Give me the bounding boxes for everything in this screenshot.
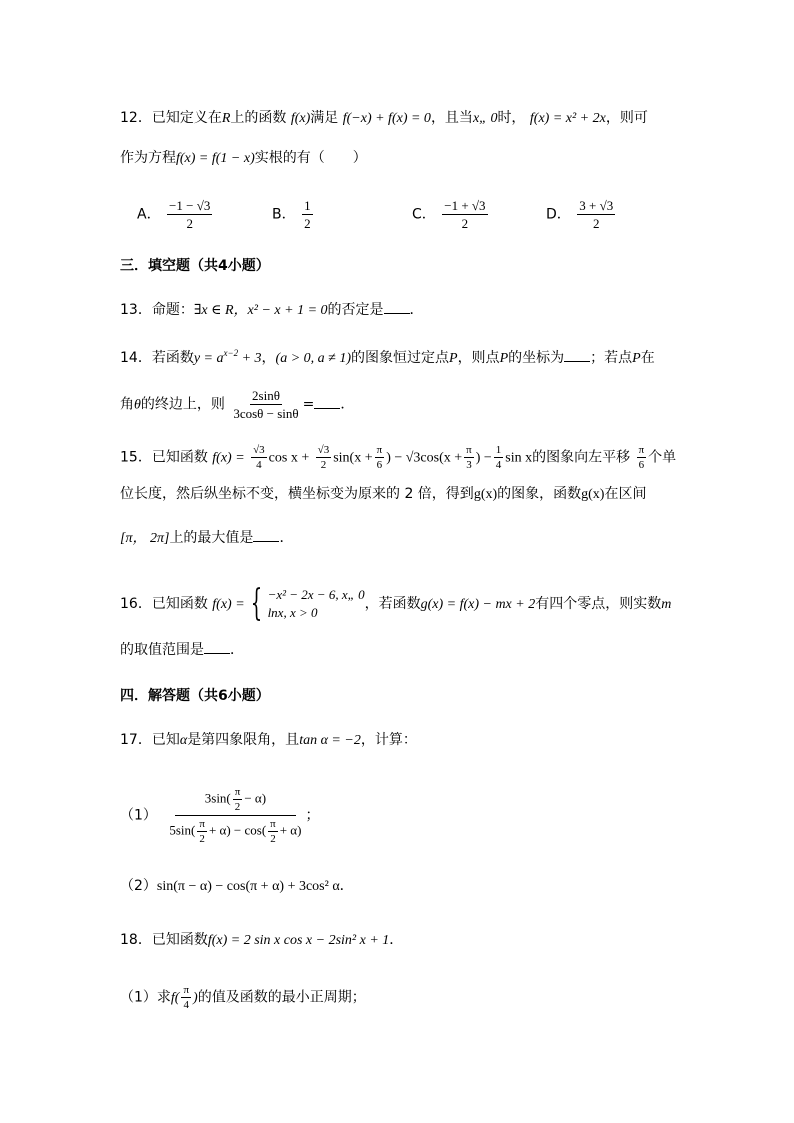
q17-part2: （2）sin(π − α) − cos(π + α) + 3cos² α． bbox=[120, 878, 354, 894]
q12-line1: 12．已知定义在R上的函数 f(x)满足 f(−x) + f(x) = 0，且当x„ 0时， f(x) = x² + 2x，则可 bbox=[120, 110, 648, 126]
q17-part1: （1） 3sin( $\frac{\pi}{2}$ − α) 5sin( $\frac{\pi}{2}$ + α) − cos( $\frac{\pi}{2}$ + α) ； bbox=[120, 786, 320, 845]
section-heading-solve: 四．解答题（共6小题） bbox=[120, 688, 270, 704]
q17: 17．已知α是第四象限角，且tan α = −2，计算： bbox=[120, 732, 417, 748]
q18-part1: （1）求f( $\frac{\pi}{4}$ )的值及函数的最小正周期； bbox=[120, 984, 366, 1011]
section-heading-fill-in: 三．填空题（共4小题） bbox=[120, 258, 270, 274]
answer-blank[interactable] bbox=[314, 396, 340, 409]
q12-line2: 作为方程f(x) = f(1 − x)实根的有（ ） bbox=[120, 150, 367, 166]
answer-blank[interactable] bbox=[253, 529, 279, 542]
q15-line3: [π， 2π]上的最大值是 ． bbox=[120, 530, 294, 546]
q18: 18．已知函数f(x) = 2 sin x cos x − 2sin² x + 1． bbox=[120, 932, 404, 948]
q14-line1: 14．若函数$y = a^{x-2} + 3$，(a > 0, a ≠ 1)的图象恒过定点P，则点P的坐标为 ；若点P在 bbox=[120, 348, 655, 366]
q12-number: 12． bbox=[120, 110, 152, 126]
q12-option-a[interactable]: A． $\frac{-1 - √3}{2}$ bbox=[137, 198, 211, 231]
q12-option-d[interactable]: D． $\frac{3 + √3}{2}$ bbox=[546, 198, 614, 231]
q15-line2: 位长度，然后纵坐标不变，横坐标变为原来的 2 倍，得到g(x)的图象，函数g(x)在区间 bbox=[120, 486, 647, 502]
q12-option-b[interactable]: B． $\frac{1}{2}$ bbox=[272, 198, 311, 231]
q15-line1: 15．已知函数 f(x) = $\frac{√3}{4}$ cos x + $\frac{√3}{2}$ sin(x + $\frac{\pi}{6}$ ) − √3cos(x + $\frac{\pi}{3}$ ) − $\frac{1}{4}$ sin x的图象向左平移 $\frac{\pi}{6}$ 个单 bbox=[120, 444, 677, 471]
q16-line1: 16．已知函数 f(x) = { −x² − 2x − 6, x„ 0 lnx, x > 0 ，若函数g(x) = f(x) − mx + 2有四个零点，则实数m bbox=[120, 583, 672, 624]
q16-line2: 的取值范围是 ． bbox=[120, 642, 244, 658]
answer-blank[interactable] bbox=[384, 301, 410, 314]
answer-blank[interactable] bbox=[204, 641, 230, 654]
q14-line2: 角θ的终边上，则 $\frac{2\sin\theta}{3\cos\theta - \sin\theta}$ = ． bbox=[120, 388, 355, 421]
q12-option-c[interactable]: C． $\frac{-1 + √3}{2}$ bbox=[412, 198, 486, 231]
q13: 13．命题：∃x ∈ R，x² − x + 1 = 0的否定是 ． bbox=[120, 302, 424, 318]
answer-blank[interactable] bbox=[564, 349, 590, 362]
